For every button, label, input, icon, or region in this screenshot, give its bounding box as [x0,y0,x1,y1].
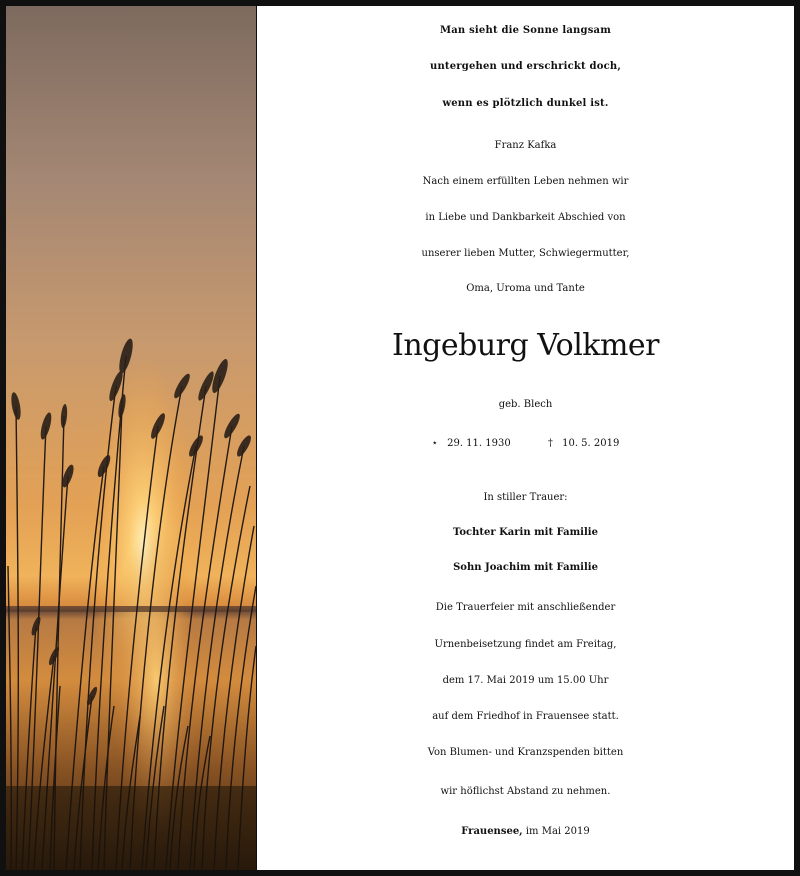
sunset-reeds-photo [6,6,256,870]
service-line-3: dem 17. Mai 2019 um 15.00 Uhr [442,675,609,686]
service-line-4: auf dem Friedhof in Frauensee statt. [432,711,619,722]
intro-line-3: unserer lieben Mutter, Schwiegermutter, [421,248,630,259]
closing-line [257,826,794,837]
maiden-name: geb. Blech [498,399,553,410]
service-line-6: wir höflichst Abstand zu nehmen. [440,786,611,797]
quote-line-1: Man sieht die Sonne langsam [439,25,611,36]
obituary-text-panel [257,6,794,870]
intro-line-2: in Liebe und Dankbarkeit Abschied von [425,212,626,223]
quote-line-3: wenn es plötzlich dunkel ist. [442,98,609,109]
mourner-1: Tochter Karin mit Familie [453,527,598,538]
service-line-5: Von Blumen- und Kranzspenden bitten [427,747,624,758]
mourners-heading: In stiller Trauer: [483,492,568,503]
birth-date: 29. 11. 1930 [447,438,511,449]
deceased-name: Ingeburg Volkmer [391,328,660,363]
death-cross-icon: † [547,438,553,449]
quote-author: Franz Kafka [494,140,557,151]
sunset-reeds-image [6,6,256,870]
mourner-2: Sohn Joachim mit Familie [453,562,598,573]
death-date: 10. 5. 2019 [562,438,620,449]
life-dates [257,438,794,449]
intro-line-1: Nach einem erfüllten Leben nehmen wir [422,176,629,187]
closing-date: im Mai 2019 [522,826,590,837]
service-line-1: Die Trauerfeier mit anschließender [435,602,616,613]
closing-place: Frauensee, [461,826,523,837]
service-line-2: Urnenbeisetzung findet am Freitag, [434,639,617,650]
intro-line-4: Oma, Uroma und Tante [466,283,585,294]
quote-line-2: untergehen und erschrickt doch, [429,61,622,72]
birth-star-icon: ⋆ [431,438,438,449]
